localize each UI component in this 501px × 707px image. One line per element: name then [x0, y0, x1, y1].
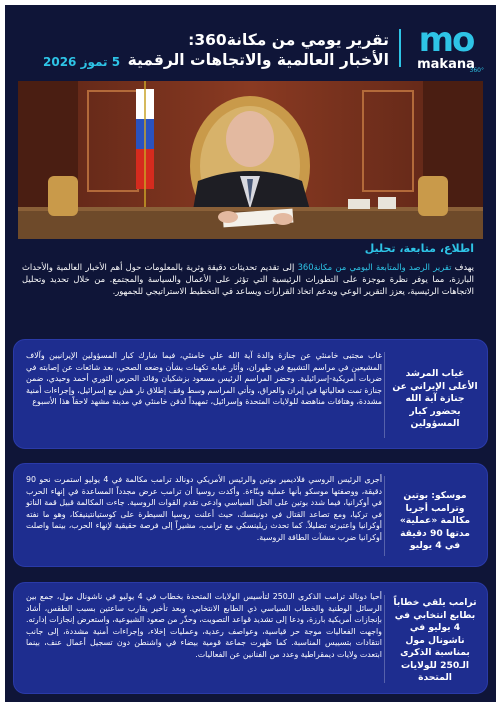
news-card-headline: ترامب يلقي خطاباً بطابع انتخابي في 4 يوليو في ناشونال مول بمناسبة الذكرى الـ250 للولايات المتحدة	[393, 597, 477, 683]
header-divider	[399, 29, 401, 67]
news-card-2[interactable]	[13, 463, 488, 567]
intro-paragraph	[22, 261, 474, 297]
logo-wordmark: makana	[417, 57, 475, 72]
news-card-3[interactable]	[13, 582, 488, 694]
intro-lead: يهدف	[451, 262, 474, 272]
news-card-headline: غياب المرشد الأعلى الإيراني عن جنازة آية الله بحضور كبار المسؤولين	[392, 368, 478, 429]
intro-text: إلى تقديم تحديثات دقيقة وثرية بالمعلومات حول أهم الأخبار العالمية والأحداث البارزة، مما يوفر نظرة موجزة على التطورات الرئيسية التي تؤثر على الأعمال والسياسة والمجتمع. من خلال تحديد وتحليل الاتجاهات الرئيسية، يعزز التقرير الوعي ويدعم اتخاذ القرارات ويساعد في التخطيط الاستراتيجي للجمهور.	[22, 262, 474, 296]
hero-photo-illustration	[18, 81, 483, 239]
news-card-body: أجرى الرئيس الروسي فلاديمير بوتين والرئيس الأمريكي دونالد ترامب مكالمة في 4 يوليو استمرت نحو 90 دقيقة، ووصفتها موسكو بأنها عملية وبنّاءة. وأكدت روسيا أن ترامب عرض مجدداً المساعدة في إنهاء الحرب في أوكرانيا، فيما شدد بوتين على الحل السياسي وادعى تقدم القوات الروسية. جاءت المكالمة قبيل قمة الناتو في تركيا، ومع تصاعد القتال في دونيتسك، حيث أعلنت روسيا السيطرة على كوستيانتينيفكا، وهو ما نفته أوكرانيا واعتبرته تضليلاً. كما تحدث زيلينسكي مع ترامب، مشيراً إلى فرصة حقيقية لإنهاء الحرب، بينما واصلت أوكرانيا ضرب منشآت الطاقة الروسية.	[26, 475, 383, 542]
report-title-line1: تقرير يومي من مكانة360:	[188, 31, 389, 49]
logo-mark: mo	[418, 20, 474, 60]
news-card-headline: موسكو: بوتين وترامب أجريا مكالمة «عملية» مدتها 90 دقيقة في 4 يوليو	[399, 490, 471, 551]
card-separator	[384, 595, 385, 683]
news-card-1[interactable]	[13, 339, 488, 449]
report-page	[5, 5, 496, 702]
makana-logo[interactable]	[406, 20, 486, 77]
intro-highlight: تقرير الرصد والمتابعة اليومي من مكانة360	[297, 262, 452, 272]
hero-photo	[18, 81, 483, 239]
news-card-body: غاب مجتبى خامنئي عن جنازة والدة آية الله علي خامنئي، فيما شارك كبار المسؤولين الإيرانيين وآلاف المشيعين في مراسم التشييع في طهران، وأثار غيابه تكهنات بشأن وضعه الصحي، بعد شائعات عن إصابته في ضربات أمريكية-إسرائيلية. وحضر المراسم الرئيس مسعود بزشكيان وقائد الحرس الثوري أحمد وحيدي، ضمن جنازة تمت فعالياتها في إيران والعراق، وتأتي المراسم وسط وقف إطلاق نار هش مع إسرائيل، وإجراءات أمنية مشددة، وهتافات مناهضة للولايات المتحدة وإسرائيل، تمهيداً لدفن خامنئي في مدينة مشهد لاحقاً هذا الأسبوع	[26, 351, 382, 407]
report-title-line2: الأخبار العالمية والاتجاهات الرقمية	[127, 51, 389, 69]
report-header	[5, 5, 496, 77]
logo-sub: 360°	[469, 67, 484, 74]
report-date: 5 تموز 2026	[43, 55, 121, 69]
tagline: اطلاع، متابعة، تحليل	[364, 242, 474, 255]
card-separator	[384, 476, 385, 556]
news-card-body: أحيا دونالد ترامب الذكرى الـ250 لتأسيس الولايات المتحدة بخطاب في 4 يوليو في ناشونال مول، جمع بين الرسائل الوطنية والخطاب السياسي ذي الطابع الانتخابي. وبعد تأخير يقارب ساعتين بسبب الطقس، أشاد بإنجازات أمريكية بارزة، ودعا إلى تشديد قواعد التصويت، وحذّر من صعود الشيوعية، واستعرض إنجازات إدارته. واجهت الفعاليات موجة حر قياسية، وعواصف رعدية، وعمليات إخلاء، وإجراءات أمنية مشددة، إلى جانب انتقادات بتسييس المناسبة. كما ظهرت جماعة قومية بيضاء في واشنطن دون تسجيل أعمال عنف، بينما ابتعدت ولايات ديمقراطية وعدد من الفنانين عن الفعاليات.	[26, 592, 382, 659]
card-separator	[384, 352, 385, 438]
